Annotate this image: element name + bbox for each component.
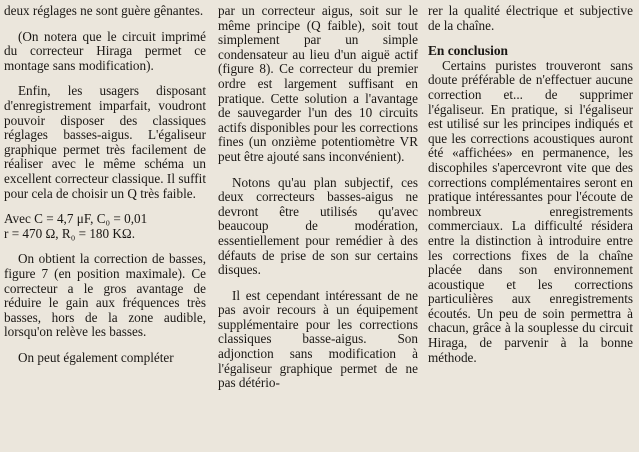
- paragraph: Notons qu'au plan subjectif, ces deux correcteurs basses-aigus ne devront être utilisés qu'avec beaucoup de modération, essentiellement pour remédier à des défauts de prise de son sur certains disques.: [218, 174, 418, 278]
- paragraph: Il est cependant intéressant de ne pas avoir recours à un équipement supplémentaire pour les corrections classiques basse-aigus. Son adjonction sans modification à l'égaliseur graphique permet de ne pas détério-: [218, 287, 418, 391]
- text-column-2: [218, 4, 418, 402]
- text-column-1: [4, 4, 206, 376]
- text-column-3: [428, 4, 633, 376]
- paragraph: Certains puristes trouveront sans doute préférable de n'effectuer aucune correction et... de supprimer l'égaliseur. En pratique, si l'égaliseur est utilisé sur les principes indiqués et que les corrections acoustiques auront été «affichées» en permanence, les discophiles s'apercevront vite que des corrections complémentaires seront en pratique intéressantes pour l'écoute de nombreux enregistrements commerciaux. La difficulté résidera entre la distinction à introduire entre les corrections fixes de la chaîne placée dans son environnement acoustique et les corrections particulières aux enregistrements écoutés. Un peu de soin permettra à chacun, grâce à la souplesse du circuit Hiraga, de parvenir à la bonne méthode.: [428, 57, 633, 365]
- formula-block: [4, 212, 206, 241]
- paragraph: On peut également compléter: [18, 349, 174, 365]
- paragraph: (On notera que le circuit imprimé du correcteur Hiraga permet ce montage sans modification).: [4, 28, 206, 73]
- paragraph: On obtient la correction de basses, figure 7 (en position maximale). Ce correcteur a le gros avantage de réduire le gain aux fréquences très basses, hors de la zone audible, lorsqu'on relève les basses.: [4, 251, 206, 340]
- formula-line: Avec C = 4,7 μF, C₀ = 0,01: [4, 211, 148, 227]
- paragraph: Enfin, les usagers disposant d'enregistrement imparfait, voudront pouvoir disposer des classiques réglages basses-aigus. L'égaliseur graphique permet très facilement de réaliser avec le même schéma un excellent correcteur classique. Il suffit pour cela de choisir un Q très faible.: [4, 83, 206, 201]
- paragraph: rer la qualité électrique et subjective de la chaîne.: [428, 3, 633, 33]
- paragraph: par un correcteur aigus, soit sur le même principe (Q faible), soit tout simplement par un simple condensateur au lieu d'un aiguë actif (figure 8). Ce correcteur du premier ordre est largement suffisant en pratique. Cette solution a l'avantage de sauvegarder l'un des 10 circuits actifs disponibles pour les corrections fines (un onzième potentiomètre VR peut être ajouté sans inconvénient).: [218, 3, 418, 164]
- formula-line: r = 470 Ω, R₀ = 180 KΩ.: [4, 225, 136, 241]
- paragraph: deux réglages ne sont guère gênantes.: [4, 3, 204, 18]
- section-heading: En conclusion: [428, 43, 508, 59]
